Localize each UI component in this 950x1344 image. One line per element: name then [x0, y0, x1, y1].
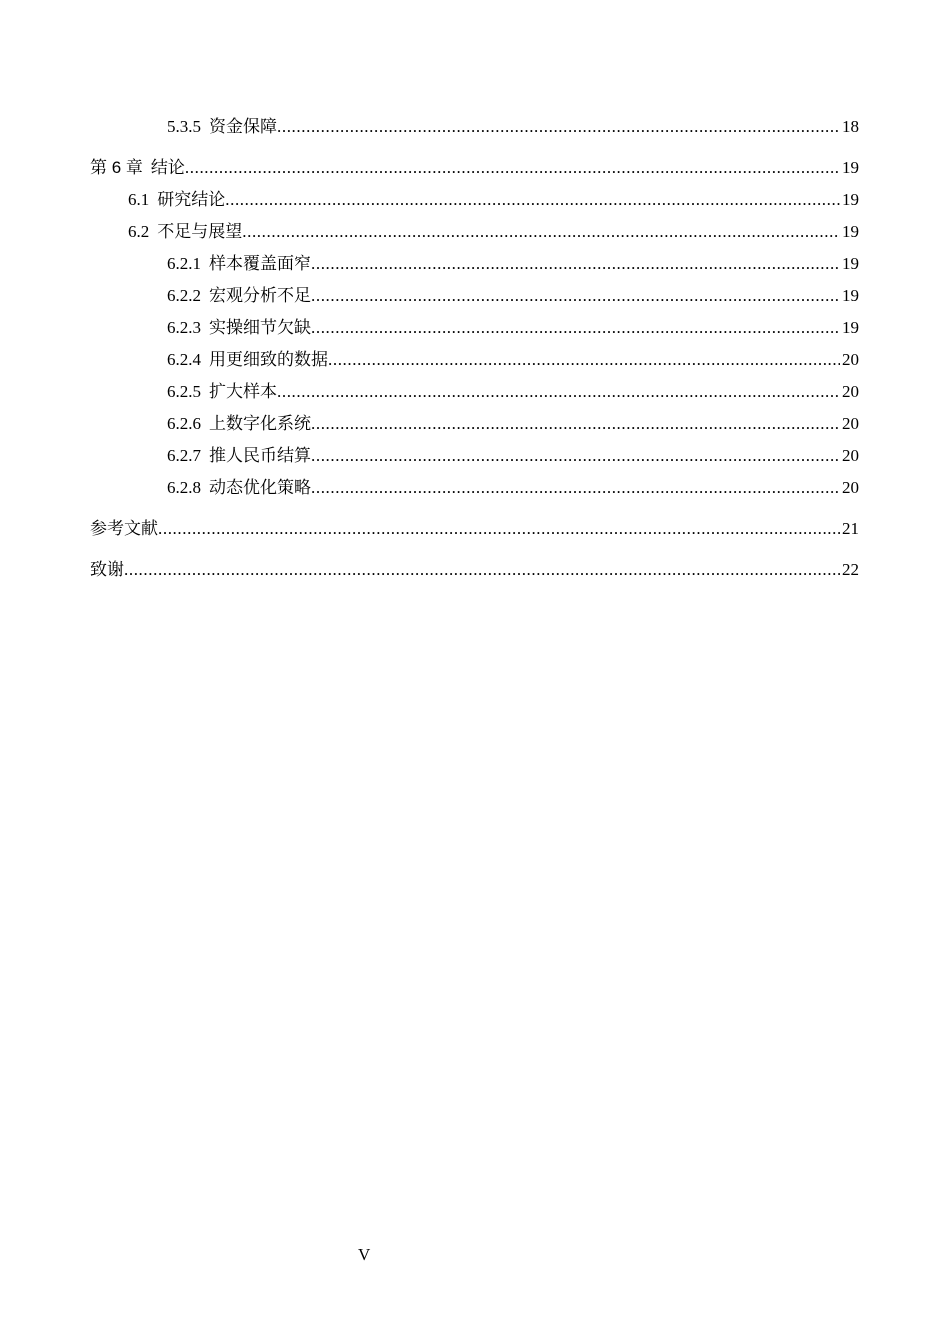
dot-leader: [277, 381, 840, 403]
toc-entry-title: 结论: [150, 158, 185, 177]
toc-entry-title: 用更细致的数据: [209, 350, 328, 369]
toc-entry-title: 动态优化策略: [209, 478, 311, 497]
toc-entry-6-2-4[interactable]: [90, 349, 859, 371]
toc-entry-page: 20: [842, 446, 859, 465]
toc-entry-page: 19: [842, 254, 859, 273]
dot-leader: [185, 157, 840, 179]
toc-entry-title: 实操细节欠缺: [209, 318, 311, 337]
dot-leader: [311, 285, 840, 307]
toc-entry-acknowledgements[interactable]: [90, 559, 859, 581]
dot-leader: [311, 253, 840, 275]
toc-entry-number: 6.2.6: [167, 414, 201, 433]
toc-entry-number: 6.2.3: [167, 318, 201, 337]
toc-entry-number: 6.2: [128, 222, 150, 241]
toc-entry-6-2-2[interactable]: [90, 285, 859, 307]
dot-leader: [124, 559, 840, 581]
toc-entry-page: 19: [842, 318, 859, 337]
toc-entry-title: 致谢: [90, 560, 124, 579]
toc-entry-title: 推人民币结算: [209, 446, 311, 465]
toc-entry-number: 6.2.8: [167, 478, 201, 497]
dot-leader: [311, 317, 840, 339]
toc-entry-page: 20: [842, 350, 859, 369]
toc-entry-title: 参考文献: [90, 519, 158, 538]
toc-entry-6-2-5[interactable]: [90, 381, 859, 403]
toc-entry-title: 宏观分析不足: [209, 286, 311, 305]
dot-leader: [328, 349, 840, 371]
toc-entry-6-2-1[interactable]: [90, 253, 859, 275]
toc-entry-page: 21: [842, 519, 859, 538]
toc-entry-page: 18: [842, 117, 859, 136]
toc-entry-number: 第 6 章: [90, 158, 143, 177]
dot-leader: [242, 221, 840, 243]
page-number: V: [358, 1245, 371, 1264]
toc-entry-references[interactable]: [90, 518, 859, 540]
toc-entry-6-2-6[interactable]: [90, 413, 859, 435]
toc-entry-number: 6.2.1: [167, 254, 201, 273]
table-of-contents: [90, 116, 859, 581]
toc-entry-number: 6.1: [128, 190, 150, 209]
toc-entry-title: 扩大样本: [209, 382, 277, 401]
toc-entry-page: 19: [842, 158, 859, 177]
toc-entry-6-2-8[interactable]: [90, 477, 859, 499]
toc-entry-page: 20: [842, 478, 859, 497]
toc-entry-page: 19: [842, 286, 859, 305]
toc-entry-title: 上数字化系统: [209, 414, 311, 433]
toc-entry-6-2[interactable]: [90, 221, 859, 243]
toc-entry-page: 20: [842, 414, 859, 433]
dot-leader: [277, 116, 840, 138]
dot-leader: [225, 189, 840, 211]
dot-leader: [311, 445, 840, 467]
toc-entry-5-3-5[interactable]: [90, 116, 859, 138]
toc-entry-6-2-3[interactable]: [90, 317, 859, 339]
toc-entry-number: 6.2.2: [167, 286, 201, 305]
toc-entry-page: 22: [842, 560, 859, 579]
toc-entry-number: 6.2.4: [167, 350, 201, 369]
dot-leader: [311, 413, 840, 435]
toc-entry-number: 6.2.5: [167, 382, 201, 401]
dot-leader: [311, 477, 840, 499]
toc-entry-title: 不足与展望: [157, 222, 243, 241]
toc-entry-page: 20: [842, 382, 859, 401]
toc-entry-number: 5.3.5: [167, 117, 201, 136]
toc-entry-page: 19: [842, 190, 859, 209]
dot-leader: [158, 518, 840, 540]
toc-entry-number: 6.2.7: [167, 446, 201, 465]
toc-entry-chapter-6[interactable]: [90, 157, 859, 179]
toc-entry-6-2-7[interactable]: [90, 445, 859, 467]
toc-entry-title: 研究结论: [157, 190, 226, 209]
toc-entry-title: 样本覆盖面窄: [209, 254, 311, 273]
toc-entry-title: 资金保障: [209, 117, 277, 136]
toc-entry-page: 19: [842, 222, 859, 241]
toc-entry-6-1[interactable]: [90, 189, 859, 211]
